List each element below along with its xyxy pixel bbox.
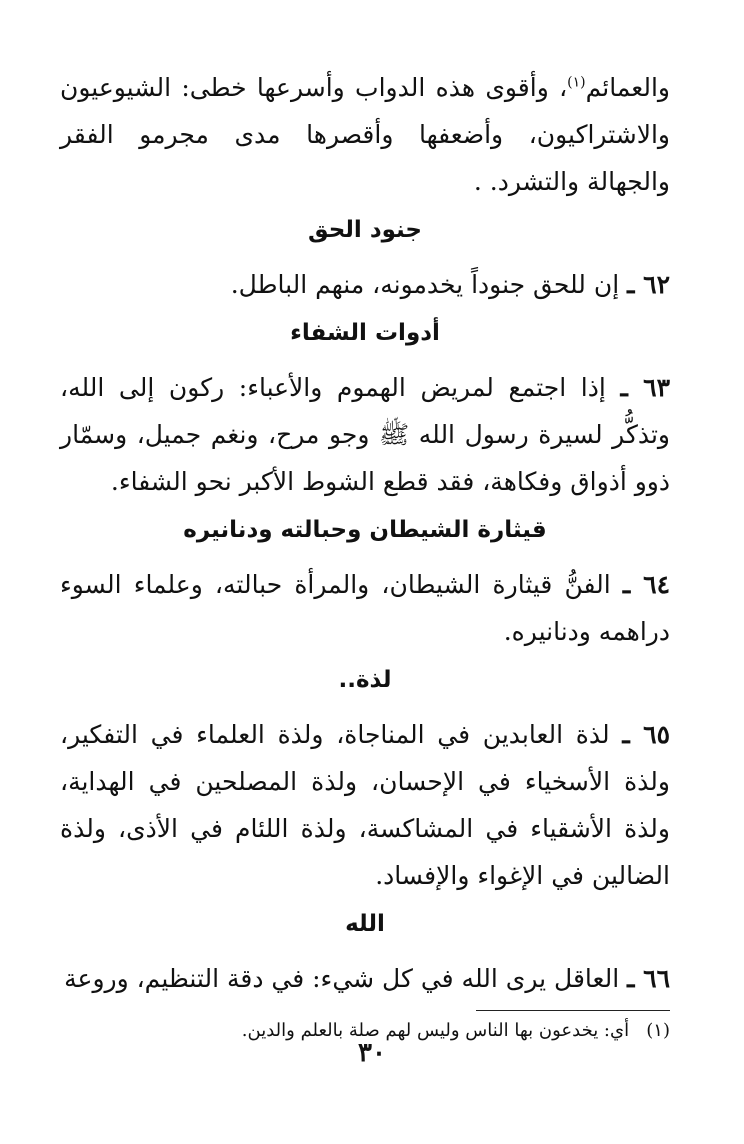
section-number-63: ٦٣ ـ [620,373,670,402]
section-heading-63: أدوات الشفاء [290,320,440,346]
section-heading-62: جنود الحق [307,217,423,243]
section-text-65: لذة العابدين في المناجاة، ولذة العلماء في التفكير، ولذة الأسخياء في الإحسان، ولذة المصلحين في الهداية، ولذة الأشقياء في المشاكسة، ولذة اللئام في الأذى، ولذة الضالين في الإغواء والإفساد. [60,720,670,890]
intro-paragraph [60,64,670,205]
section-number-62: ٦٢ ـ [627,270,670,299]
section-paragraph-65 [60,711,670,899]
section-text-62: إن للحق جنوداً يخدمونه، منهم الباطل. [230,270,620,299]
section-paragraph-62 [60,261,670,308]
section-paragraph-64 [60,561,670,655]
section-heading-64: قيثارة الشيطان وحبالته ودنانيره [183,517,547,543]
intro-text-end: ، وأقوى هذه الدواب وأسرعها خطى: الشيوعيون والاشتراكيون، وأضعفها وأقصرها مدى مجرمو الفقر والجهالة والتشرد. . [60,73,670,196]
section-text-66: العاقل يرى الله في كل شيء: في دقة التنظيم، وروعة [64,964,620,993]
section-number-65: ٦٥ ـ [622,720,671,749]
footnote-divider [476,1010,670,1011]
section-paragraph-63 [60,364,670,505]
section-text-63: إذا اجتمع لمريض الهموم والأعباء: ركون إلى الله، وتذكُّر لسيرة رسول الله ﷺ وجو مرح، ونغم جميل، وسمّار ذوو أذواق وفكاهة، فقد قطع الشوط الأكبر نحو الشفاء. [60,373,670,496]
page-body [60,64,670,1045]
footnote-reference[interactable]: (١) [567,74,586,91]
footnote-text: أي: يخدعون بها الناس وليس لهم صلة بالعلم والدين. [241,1020,630,1041]
section-number-64: ٦٤ ـ [622,570,670,599]
section-heading-65: لذة.. [338,667,392,693]
intro-text-start: والعمائم [585,73,670,102]
page-number: ٣٠ [358,1038,386,1068]
footnote-mark: (١) [646,1020,670,1041]
section-heading-66: الله [345,911,385,937]
section-text-64: الفنُّ قيثارة الشيطان، والمرأة حبالته، وعلماء السوء دراهمه ودنانيره. [60,570,670,646]
section-number-66: ٦٦ ـ [627,964,670,993]
section-paragraph-66 [60,955,670,1002]
